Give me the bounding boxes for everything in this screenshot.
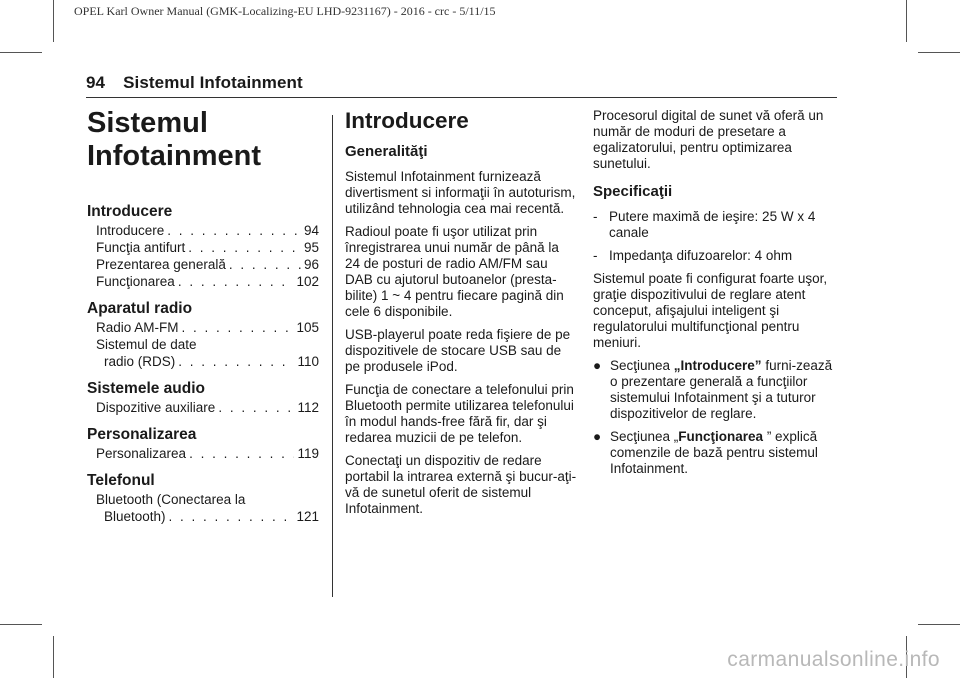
link-functionarea[interactable]: Funcţionarea — [678, 429, 764, 444]
body-column-right — [593, 108, 839, 484]
paragraph: Conectaţi un dispozitiv de redare portabil la intrarea externă şi bucur-aţi-vă de sunetul oferit de sistemul Infotainment. — [345, 453, 577, 516]
toc-section-title: Sistemele audio — [87, 380, 206, 397]
paragraph: Radioul poate fi uşor utilizat prin înregistrarea unui număr de până la 24 de posturi de radio AM/FM sau DAB cu ajutorul butoanelor (presta-bilite) 1 ~ 4 pentru fiecare pagină din cele 6 disponibile. — [345, 224, 564, 319]
toc-title: Sistemul Infotainment — [87, 107, 261, 172]
toc-section — [87, 300, 319, 370]
crop-mark — [918, 52, 960, 53]
link-introducere[interactable]: „Introducere” — [673, 358, 762, 373]
toc-section-title: Aparatul radio — [87, 300, 193, 317]
toc-section — [87, 426, 319, 462]
toc-section-title: Introducere — [87, 203, 173, 220]
toc-entry[interactable]: Bluetooth) . . . 121 — [87, 508, 319, 525]
toc-section — [87, 203, 319, 290]
header-rule — [86, 97, 837, 98]
running-head — [86, 73, 303, 93]
crop-mark — [0, 52, 42, 53]
toc-entry[interactable]: Dispozitive auxiliare . . . 112 — [87, 399, 319, 416]
watermark[interactable]: carmanualsonline.info — [727, 648, 940, 671]
toc-entry[interactable]: Radio AM-FM . . . 105 — [87, 319, 319, 336]
toc-entry-line[interactable]: Bluetooth (Conectarea la — [96, 492, 246, 507]
toc-section-title: Personalizarea — [87, 426, 197, 443]
dash-marker: - — [593, 209, 598, 224]
bullet-item: ● Secţiunea „Introducere” furni-zează o prezentare generală a funcţiilor sistemului Infotainment şi a tuturor dispozitivelor de reglare. — [593, 358, 833, 421]
chapter-title: Sistemul Infotainment — [123, 73, 303, 92]
toc-entry[interactable]: Funcţia antifurt . . . 95 — [87, 239, 319, 256]
crop-mark — [918, 624, 960, 625]
table-of-contents — [87, 107, 319, 535]
section-heading: Introducere — [345, 108, 469, 133]
column-divider — [332, 115, 333, 597]
toc-entry[interactable]: Funcţionarea . . . 102 — [87, 273, 319, 290]
paragraph: Sistemul Infotainment furnizează divertisment si informaţii în autoturism, utilizând tehnologia cea mai recentă. — [345, 169, 576, 216]
toc-entry[interactable]: Personalizarea . . . 119 — [87, 445, 319, 462]
paragraph: Funcţia de conectare a telefonului prin Bluetooth permite utilizarea telefonului în modul hands-free fără fir, dar şi redarea muzicii de pe telefon. — [345, 382, 574, 445]
paragraph: Sistemul poate fi configurat foarte uşor, graţie dispozitivului de reglare atent conceput, afişajului inteligent şi regulatorului multifuncţional pentru meniuri. — [593, 271, 828, 350]
dash-marker: - — [593, 248, 598, 263]
spec-item: - Putere maximă de ieşire: 25 W x 4 canale — [593, 209, 816, 240]
spec-item: - Impedanţa difuzoarelor: 4 ohm — [593, 248, 793, 263]
print-header-note: OPEL Karl Owner Manual (GMK-Localizing-EU LHD-9231167) - 2016 - crc - 5/11/15 — [74, 4, 496, 18]
body-column-middle — [345, 108, 577, 524]
toc-entry[interactable]: Prezentarea generală . . . 96 — [87, 256, 319, 273]
subsection-heading: Specificaţii — [593, 183, 673, 200]
page-number: 94 — [86, 73, 106, 92]
toc-section — [87, 380, 319, 416]
crop-mark — [0, 624, 42, 625]
subsection-heading: Generalităţi — [345, 143, 428, 160]
toc-entry[interactable]: radio (RDS) . . . 110 — [87, 353, 319, 370]
toc-entry-line[interactable]: Sistemul de date — [96, 337, 197, 352]
bullet-marker: ● — [593, 429, 602, 444]
crop-mark — [53, 636, 54, 678]
bullet-marker: ● — [593, 358, 602, 373]
toc-section — [87, 472, 319, 525]
crop-mark — [53, 0, 54, 42]
paragraph: Procesorul digital de sunet vă oferă un număr de moduri de presetare a egalizatorului, pentru optimizarea sunetului. — [593, 108, 824, 171]
bullet-item: ● Secţiunea „Funcţionarea ” explică comenzile de bază pentru sistemul Infotainment. — [593, 429, 818, 476]
toc-section-title: Telefonul — [87, 472, 155, 489]
paragraph: USB-playerul poate reda fişiere de pe dispozitivele de stocare USB sau de pe produsele iPod. — [345, 327, 571, 374]
crop-mark — [906, 0, 907, 42]
toc-entry[interactable]: Introducere . . . 94 — [87, 222, 319, 239]
